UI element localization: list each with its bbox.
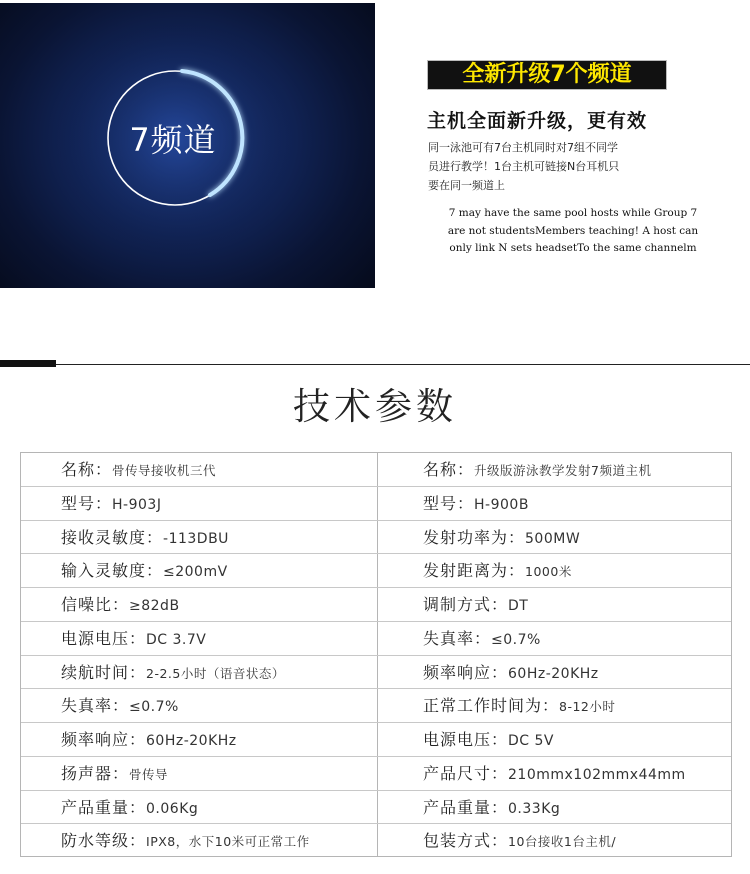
spec-key: 扬声器： xyxy=(61,763,130,783)
spec-cell-right xyxy=(423,521,580,555)
spec-key: 频率响应： xyxy=(423,662,509,682)
english-description xyxy=(423,205,723,258)
spec-value: 0.06Kg xyxy=(146,800,199,817)
spec-cell-left xyxy=(61,554,228,588)
spec-key: 型号： xyxy=(61,493,113,513)
spec-cell-left xyxy=(61,689,179,723)
spec-value: 8-12小时 xyxy=(559,699,616,715)
spec-key: 防水等级： xyxy=(61,831,147,851)
spec-value: ≤200mV xyxy=(163,564,228,581)
spec-row xyxy=(21,622,731,656)
spec-row xyxy=(21,656,731,690)
en-desc-line: are not studentsMembers teaching! A host can xyxy=(447,224,699,237)
spec-value: DC 3.7V xyxy=(146,631,207,648)
spec-value: -113DBU xyxy=(163,530,229,547)
section-title: 技术参数 xyxy=(293,385,457,428)
spec-row xyxy=(21,791,731,825)
spec-key: 续航时间： xyxy=(61,662,147,682)
hero-channel-label: 7频道 xyxy=(129,121,217,159)
spec-value: 60Hz-20KHz xyxy=(508,665,599,682)
spec-cell-right xyxy=(423,689,615,723)
spec-value: 60Hz-20KHz xyxy=(146,733,237,749)
spec-key: 调制方式： xyxy=(423,595,509,614)
spec-key: 接收灵敏度： xyxy=(61,527,164,547)
chinese-description xyxy=(428,138,708,195)
spec-table xyxy=(20,452,732,857)
spec-key: 输入灵敏度： xyxy=(61,561,164,581)
spec-value: 骨传导 xyxy=(129,766,169,782)
spec-value: 1000米 xyxy=(525,564,572,580)
spec-row xyxy=(21,521,731,555)
spec-value: 0.33Kg xyxy=(508,800,561,817)
spec-cell-left xyxy=(61,824,310,858)
spec-key: 正常工作时间为： xyxy=(423,696,560,716)
spec-key: 频率响应： xyxy=(61,730,147,749)
spec-row xyxy=(21,689,731,723)
spec-cell-left xyxy=(61,487,161,521)
spec-row xyxy=(21,588,731,622)
cn-desc-line: 要在同一频道上 xyxy=(428,179,505,192)
spec-cell-left xyxy=(61,757,168,791)
spec-key: 名称： xyxy=(61,460,113,479)
spec-cell-left xyxy=(61,622,206,656)
spec-key: 产品尺寸： xyxy=(423,763,509,783)
spec-value: 骨传导接收机三代 xyxy=(112,463,217,478)
spec-value: ≤0.7% xyxy=(491,631,541,648)
spec-value: H-903J xyxy=(112,496,162,513)
spec-key: 名称： xyxy=(423,460,475,479)
subheadline: 主机全面新升级，更有效 xyxy=(427,110,648,132)
spec-value: 10台接收1台主机/ xyxy=(508,834,617,850)
spec-row xyxy=(21,824,731,858)
en-desc-line: only link N sets headsetTo the same channelm xyxy=(449,242,697,254)
spec-row xyxy=(21,757,731,791)
spec-value: ≥82dB xyxy=(129,598,180,614)
cn-desc-line: 同一泳池可有7台主机同时对7组不同学 xyxy=(428,141,618,154)
spec-cell-right xyxy=(423,656,599,690)
spec-row xyxy=(21,723,731,757)
spec-key: 失真率： xyxy=(423,628,492,648)
spec-cell-right xyxy=(423,622,541,656)
spec-cell-left xyxy=(61,588,180,622)
spec-cell-left xyxy=(61,791,198,825)
spec-key: 电源电压： xyxy=(423,730,509,749)
spec-value: 升级版游泳教学发射7频道主机 xyxy=(474,463,652,478)
spec-cell-left xyxy=(61,723,237,757)
spec-key: 产品重量： xyxy=(423,797,509,817)
spec-cell-left xyxy=(61,453,216,487)
headline-badge: 全新升级7个频道 xyxy=(427,60,667,90)
spec-cell-left xyxy=(61,521,229,555)
spec-value: 210mmx102mmx44mm xyxy=(508,766,686,783)
cn-desc-line: 员进行教学！1台主机可链接N台耳机只 xyxy=(428,160,620,173)
spec-key: 信噪比： xyxy=(61,595,130,614)
hero-banner xyxy=(0,3,375,288)
spec-key: 发射功率为： xyxy=(423,527,526,547)
spec-cell-right xyxy=(423,824,616,858)
spec-value: DT xyxy=(508,598,529,614)
spec-key: 产品重量： xyxy=(61,797,147,817)
spec-value: 2-2.5小时（语音状态） xyxy=(146,665,285,681)
spec-key: 失真率： xyxy=(61,696,130,716)
spec-value: IPX8，水下10米可正常工作 xyxy=(146,834,310,850)
spec-cell-right xyxy=(423,723,554,757)
spec-cell-left xyxy=(61,656,285,690)
spec-key: 包装方式： xyxy=(423,831,509,851)
spec-row xyxy=(21,453,731,487)
section-divider-accent xyxy=(0,360,56,367)
spec-value: DC 5V xyxy=(508,733,555,749)
spec-cell-right xyxy=(423,588,528,622)
spec-value: ≤0.7% xyxy=(129,699,179,716)
spec-row xyxy=(21,554,731,588)
spec-key: 电源电压： xyxy=(61,628,147,648)
section-divider-line xyxy=(56,364,750,365)
spec-value: H-900B xyxy=(474,496,529,513)
spec-value: 500MW xyxy=(525,530,581,547)
spec-cell-right xyxy=(423,487,529,521)
spec-key: 发射距离为： xyxy=(423,561,526,581)
spec-cell-right xyxy=(423,554,572,588)
en-desc-line: 7 may have the same pool hosts while Group 7 xyxy=(448,207,698,219)
spec-cell-right xyxy=(423,791,560,825)
spec-key: 型号： xyxy=(423,493,475,513)
spec-cell-right xyxy=(423,757,686,791)
spec-cell-right xyxy=(423,453,651,487)
spec-row xyxy=(21,487,731,521)
